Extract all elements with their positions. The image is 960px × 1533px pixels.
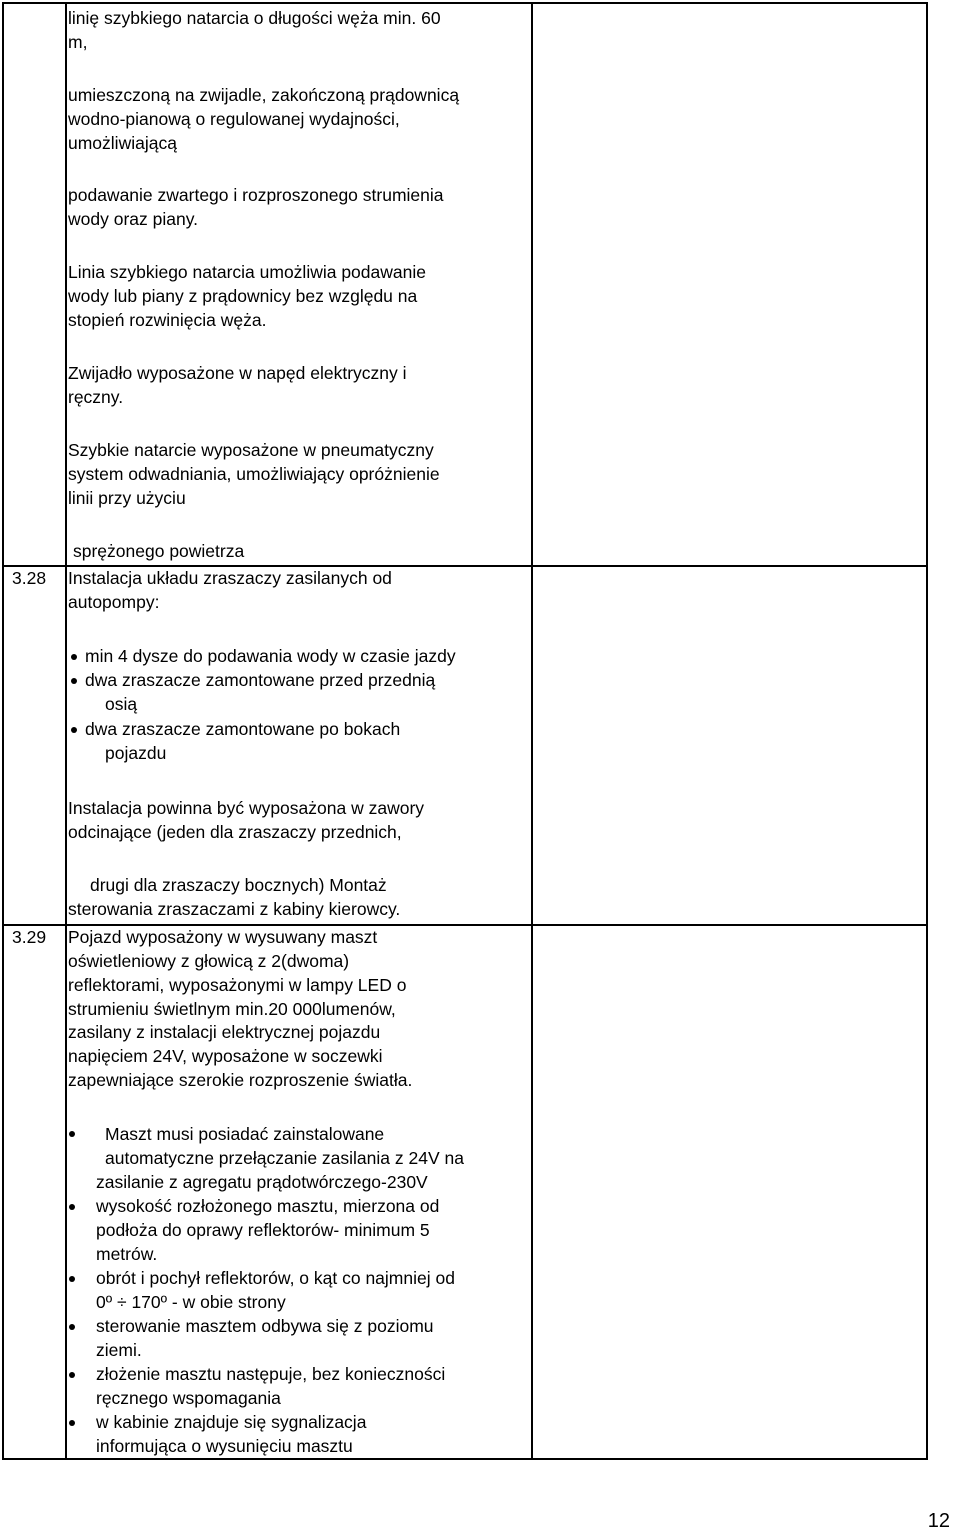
- text-line: zasilany z instalacji elektrycznej pojazdu: [68, 1022, 381, 1042]
- bullet-icon: [69, 1372, 75, 1378]
- text-line: wody lub piany z prądownicy bez względu na: [68, 286, 418, 306]
- bullet-icon: [71, 678, 77, 684]
- bullet-text: ziemi.: [96, 1340, 142, 1360]
- bullet-text: min 4 dysze do podawania wody w czasie jazdy: [85, 646, 456, 666]
- bullet-text: automatyczne przełączanie zasilania z 24V na: [105, 1148, 464, 1168]
- text-line: umieszczoną na zwijadle, zakończoną prądownicą: [68, 85, 460, 105]
- text-line: Pojazd wyposażony w wysuwany maszt: [68, 927, 378, 947]
- bullet-icon: [69, 1131, 75, 1137]
- text-line: oświetleniowy z głowicą z 2(dwoma): [68, 951, 350, 971]
- text-line: Szybkie natarcie wyposażone w pneumatyczny: [68, 440, 434, 460]
- text-line: wodno-pianową o regulowanej wydajności,: [68, 109, 400, 129]
- text-line: Instalacja układu zraszaczy zasilanych od: [68, 568, 392, 588]
- text-line: m,: [68, 32, 88, 52]
- text-line: umożliwiającą: [68, 133, 177, 153]
- bullet-icon: [69, 1204, 75, 1210]
- bullet-text: ręcznego wspomagania: [96, 1388, 281, 1408]
- bullet-text: dwa zraszacze zamontowane po bokach: [85, 719, 401, 739]
- bullet-icon: [69, 1324, 75, 1330]
- text-line: drugi dla zraszaczy bocznych) Montaż: [90, 875, 387, 895]
- text-line: napięciem 24V, wyposażone w soczewki: [68, 1046, 383, 1066]
- item-number: 3.29: [12, 927, 47, 947]
- bullet-text: zasilanie z agregatu prądotwórczego-230V: [96, 1172, 428, 1192]
- bullet-text: wysokość rozłożonego masztu, mierzona od: [96, 1196, 440, 1216]
- bullet-text: osią: [105, 694, 138, 714]
- text-line: sterowania zraszaczami z kabiny kierowcy.: [68, 899, 401, 919]
- text-line: ręczny.: [68, 387, 124, 407]
- text-line: Linia szybkiego natarcia umożliwia podawanie: [68, 262, 426, 282]
- text-line: wody oraz piany.: [68, 209, 199, 229]
- page-number: 12: [927, 1510, 950, 1532]
- bullet-icon: [71, 654, 77, 660]
- bullet-text: złożenie masztu następuje, bez konieczności: [96, 1364, 446, 1384]
- text-line: sprężonego powietrza: [73, 541, 245, 561]
- text-line: linii przy użyciu: [68, 488, 186, 508]
- bullet-text: obrót i pochył reflektorów, o kąt co najmniej od: [96, 1268, 455, 1288]
- column-divider-right: [531, 2, 533, 1460]
- bullet-text: dwa zraszacze zamontowane przed przednią: [85, 670, 436, 690]
- text-line: reflektorami, wyposażonymi w lampy LED o: [68, 975, 407, 995]
- bullet-icon: [69, 1276, 75, 1282]
- text-line: odcinające (jeden dla zraszaczy przednich,: [68, 822, 402, 842]
- text-line: Instalacja powinna być wyposażona w zawory: [68, 798, 425, 818]
- bullet-text: w kabinie znajduje się sygnalizacja: [96, 1412, 367, 1432]
- bullet-text: podłoża do oprawy reflektorów- minimum 5: [96, 1220, 430, 1240]
- text-line: autopompy:: [68, 592, 160, 612]
- bullet-text: sterowanie masztem odbywa się z poziomu: [96, 1316, 434, 1336]
- text-line: podawanie zwartego i rozproszonego strumienia: [68, 185, 444, 205]
- bullet-text: informująca o wysunięciu masztu: [96, 1436, 353, 1456]
- text-line: zapewniające szerokie rozproszenie światła.: [68, 1070, 413, 1090]
- text-line: Zwijadło wyposażone w napęd elektryczny i: [68, 363, 407, 383]
- item-number: 3.28: [12, 568, 47, 588]
- text-line: stopień rozwinięcia węża.: [68, 310, 267, 330]
- bullet-text: pojazdu: [105, 743, 167, 763]
- text-line: system odwadniania, umożliwiający opróżnienie: [68, 464, 440, 484]
- column-divider-left: [65, 2, 67, 1460]
- bullet-text: metrów.: [96, 1244, 158, 1264]
- bullet-text: Maszt musi posiadać zainstalowane: [105, 1124, 385, 1144]
- text-line: strumieniu świetlnym min.20 000lumenów,: [68, 999, 396, 1019]
- bullet-text: 0º ÷ 170º - w obie strony: [96, 1292, 286, 1312]
- bullet-icon: [69, 1420, 75, 1426]
- bullet-icon: [71, 727, 77, 733]
- text-line: linię szybkiego natarcia o długości węża min. 60: [68, 8, 441, 28]
